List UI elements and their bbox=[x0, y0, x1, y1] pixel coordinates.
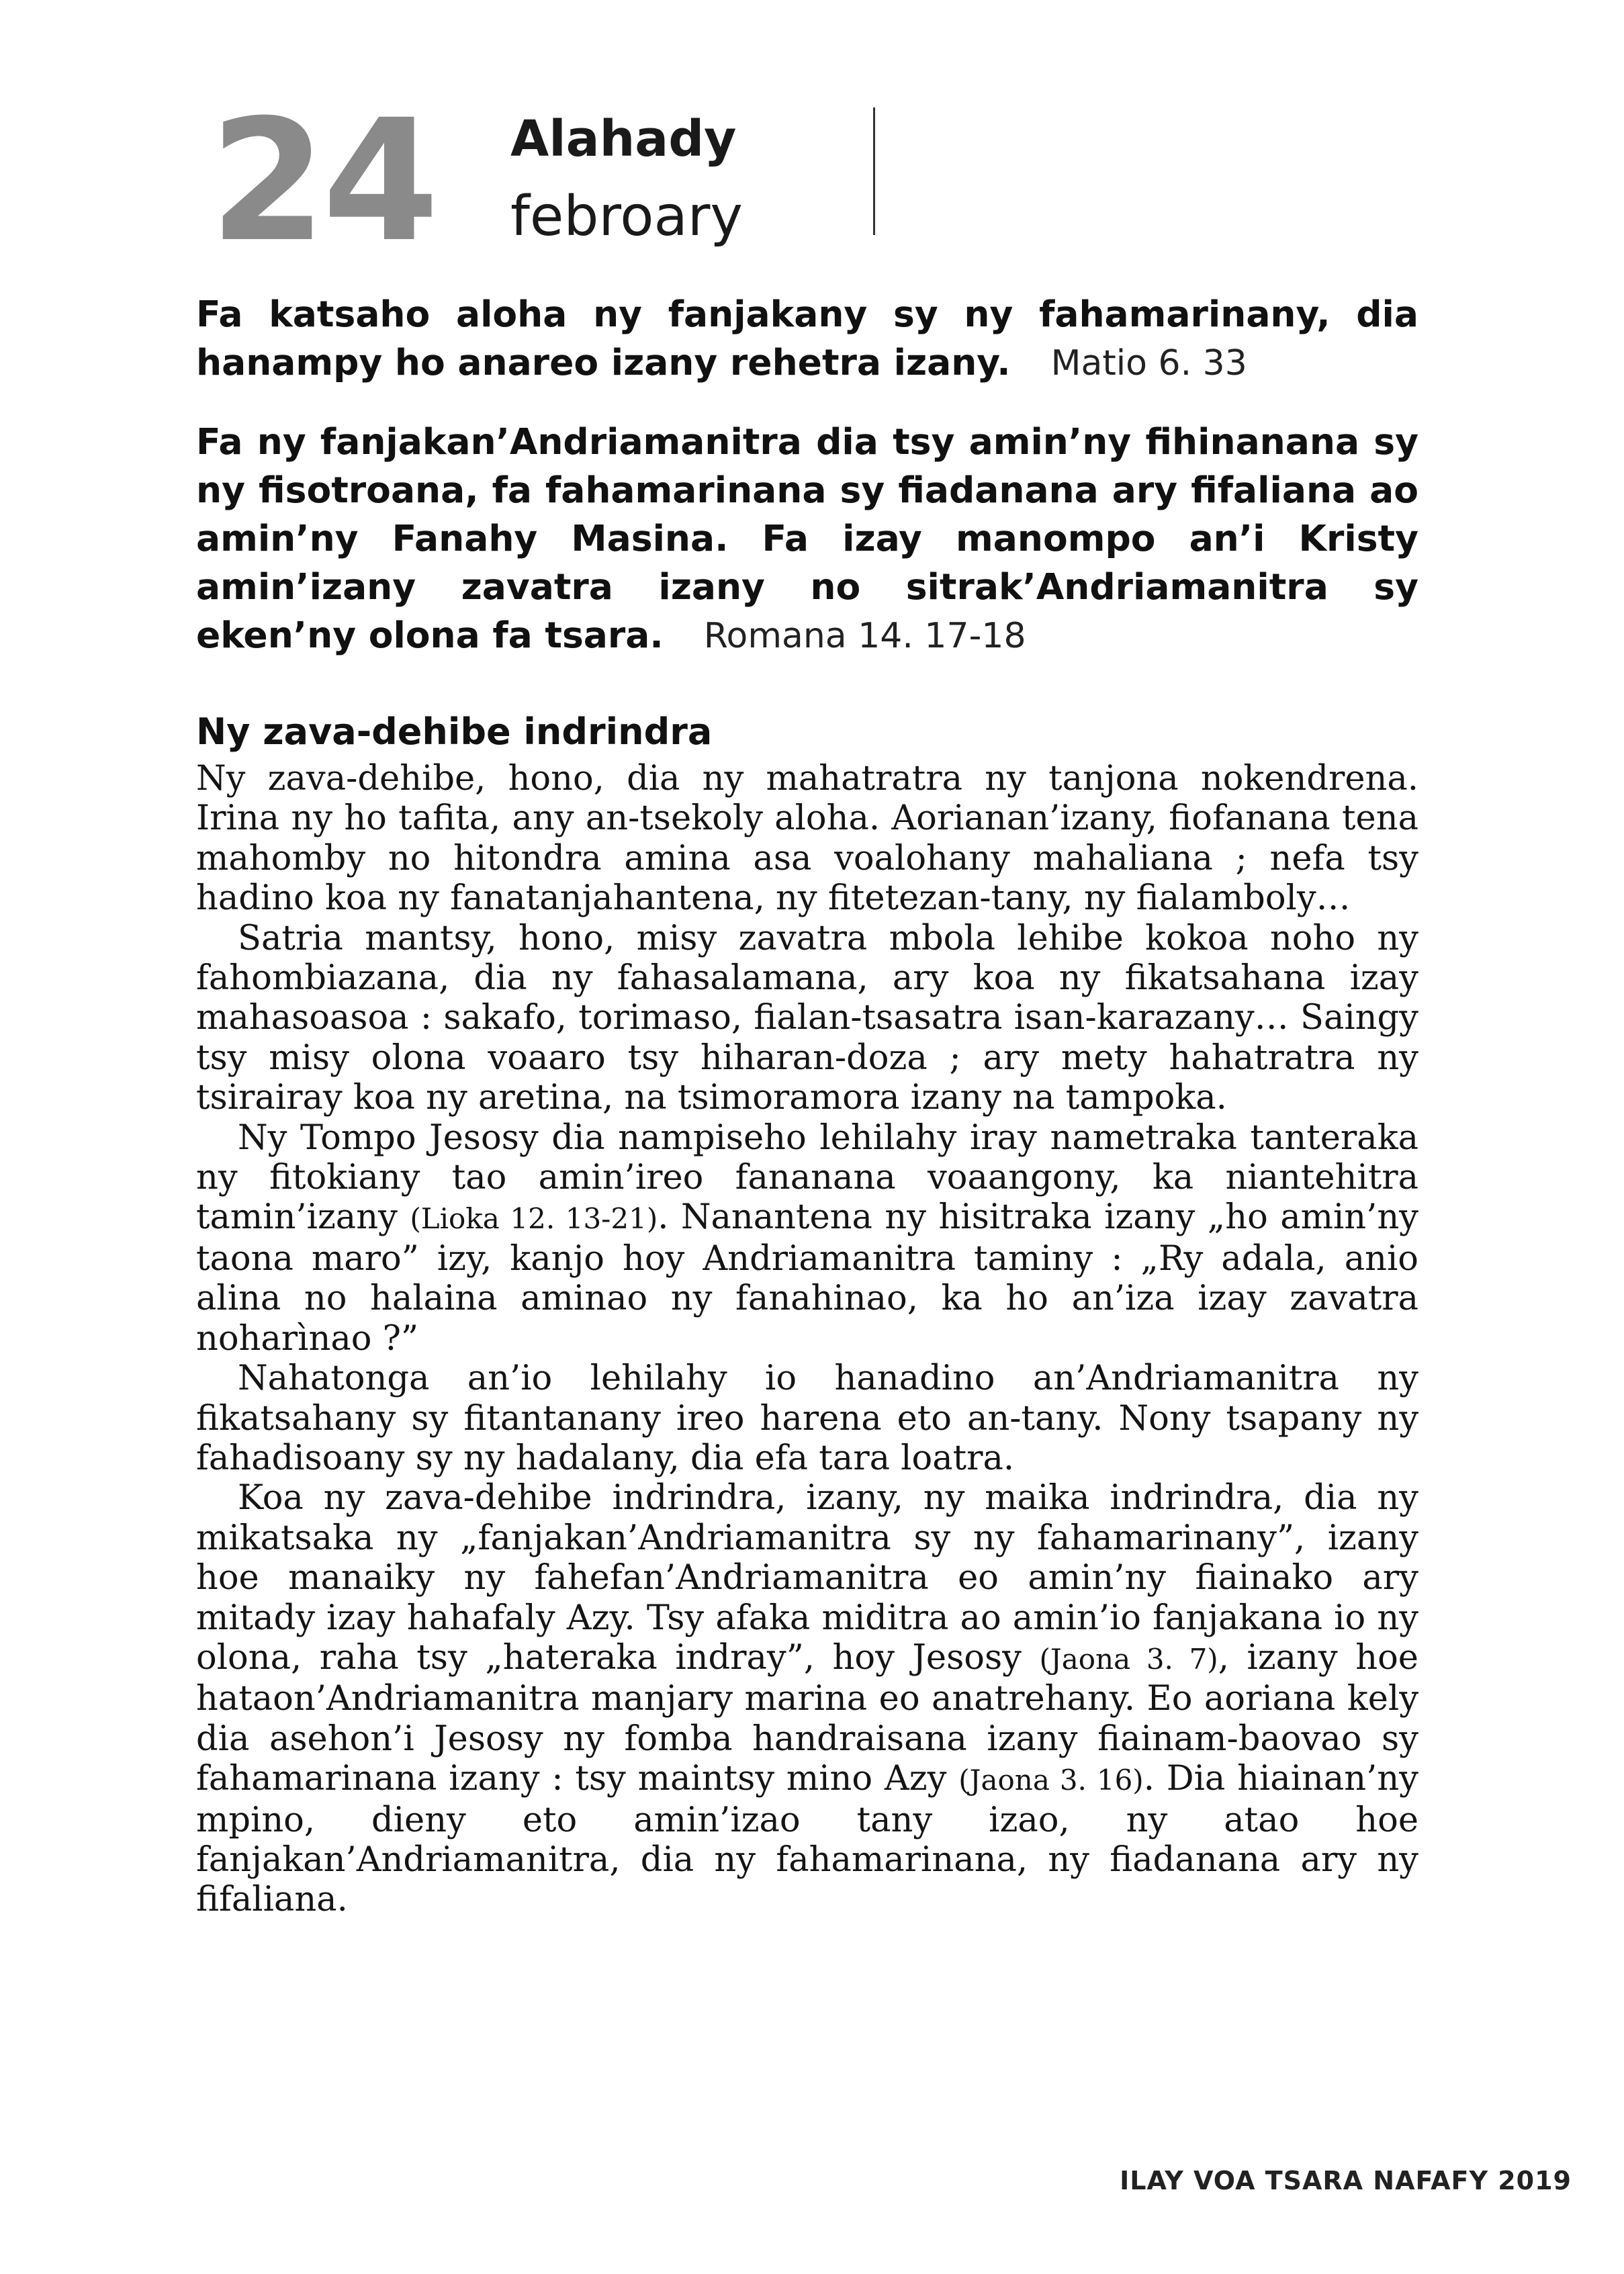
footer-publication-title: ILAY VOA TSARA NAFAFY 2019 bbox=[1120, 2166, 1572, 2195]
paragraph-3 bbox=[196, 1118, 1418, 1359]
month-label: febroary bbox=[510, 185, 743, 248]
paragraph-3-text-b: . Nanantena ny hisitraka izany „ho amin’ny taona maro” izy, kanjo hoy Andriamanitra taminy : „Ry adala, anio alina no halaina aminao ny fanahinao, ka ho an’iza izay zavatra noharìnao ?” bbox=[196, 1197, 1418, 1359]
paragraph-5 bbox=[196, 1478, 1418, 1919]
paragraph-5-text-b: , izany hoe hataon’Andriamanitra manjary marina eo anatrehany. Eo aoriana kely dia asehon’i Jesosy ny fomba handraisana izany fiainam-baovao sy fahamarinana izany : tsy maintsy mino Azy bbox=[196, 1637, 1418, 1799]
verse-1-text: Fa katsaho aloha ny fanjakany sy ny fahamarinany, dia hanampy ho anareo izany rehetra izany. bbox=[196, 293, 1418, 383]
paragraph-1: Ny zava-dehibe, hono, dia ny mahatratra ny tanjona nokendrena. Irina ny ho tafita, any an-tsekoly aloha. Aorianan’izany, fiofanana tena mahomby no hitondra amina asa voalohany mahaliana ; nefa tsy hadino koa ny fanatanjahantena, ny fitetezan-tany, ny fialamboly… bbox=[196, 759, 1418, 919]
day-number: 24 bbox=[210, 83, 435, 279]
paragraph-5-citation-1: (Jaona 3. 7) bbox=[1039, 1642, 1218, 1676]
verse-1-reference: Matio 6. 33 bbox=[1050, 343, 1247, 383]
paragraph-3-text-a: Ny Tompo Jesosy dia nampiseho lehilahy iray nametraka tanteraka ny fitokiany tao amin’ireo fananana voaangony, ka niantehitra tamin’izany bbox=[196, 1118, 1418, 1238]
body-text bbox=[196, 759, 1418, 1920]
verse-2-reference: Romana 14. 17-18 bbox=[703, 616, 1026, 656]
paragraph-2: Satria mantsy, hono, misy zavatra mbola lehibe kokoa noho ny fahombiazana, dia ny fahasalamana, ary koa ny fikatsahana izay mahasoasoa : sakafo, torimaso, fialan-tsasatra isan-karazany… Saingy tsy misy olona voaaro tsy hiharan-doza ; ary mety hahatratra ny tsirairay koa ny aretina, na tsimoramora izany na tampoka. bbox=[196, 918, 1418, 1118]
paragraph-5-citation-2: (Jaona 3. 16) bbox=[958, 1764, 1144, 1797]
section-title: Ny zava-dehibe indrindra bbox=[196, 711, 713, 753]
verse-2 bbox=[196, 418, 1418, 660]
header-divider bbox=[873, 107, 875, 235]
paragraph-5-text-c: . Dia hiainan’ny mpino, dieny eto amin’izao tany izao, ny atao hoe fanjakan’Andriamanitra, dia ny fahamarinana, ny fiadanana ary ny fifaliana. bbox=[196, 1759, 1418, 1920]
paragraph-3-citation: (Lioka 12. 13-21) bbox=[410, 1202, 658, 1236]
verse-2-text: Fa ny fanjakan’Andriamanitra dia tsy amin’ny fihinanana sy ny fisotroana, fa fahamarinana sy fiadanana ary fifaliana ao amin’ny Fanahy Masina. Fa izay manompo an’i Kristy amin’izany zavatra izany no sitrak’Andriamanitra sy eken’ny olona fa tsara. bbox=[196, 420, 1418, 656]
verse-1 bbox=[196, 290, 1418, 388]
weekday-label: Alahady bbox=[510, 110, 737, 168]
paragraph-5-text-a: Koa ny zava-dehibe indrindra, izany, ny maika indrindra, dia ny mikatsaka ny „fanjakan’Andriamanitra sy ny fahamarinany”, izany hoe manaiky ny fahefan’Andriamanitra eo amin’ny fiainako ary mitady izay hahafaly Azy. Tsy afaka miditra ao amin’io fanjakana io ny olona, raha tsy „hateraka indray”, hoy Jesosy bbox=[196, 1478, 1418, 1678]
paragraph-4: Nahatonga an’io lehilahy io hanadino an’Andriamanitra ny fikatsahany sy fitantanany ireo harena eto an-tany. Nony tsapany ny fahadisoany sy ny hadalany, dia efa tara loatra. bbox=[196, 1359, 1418, 1478]
